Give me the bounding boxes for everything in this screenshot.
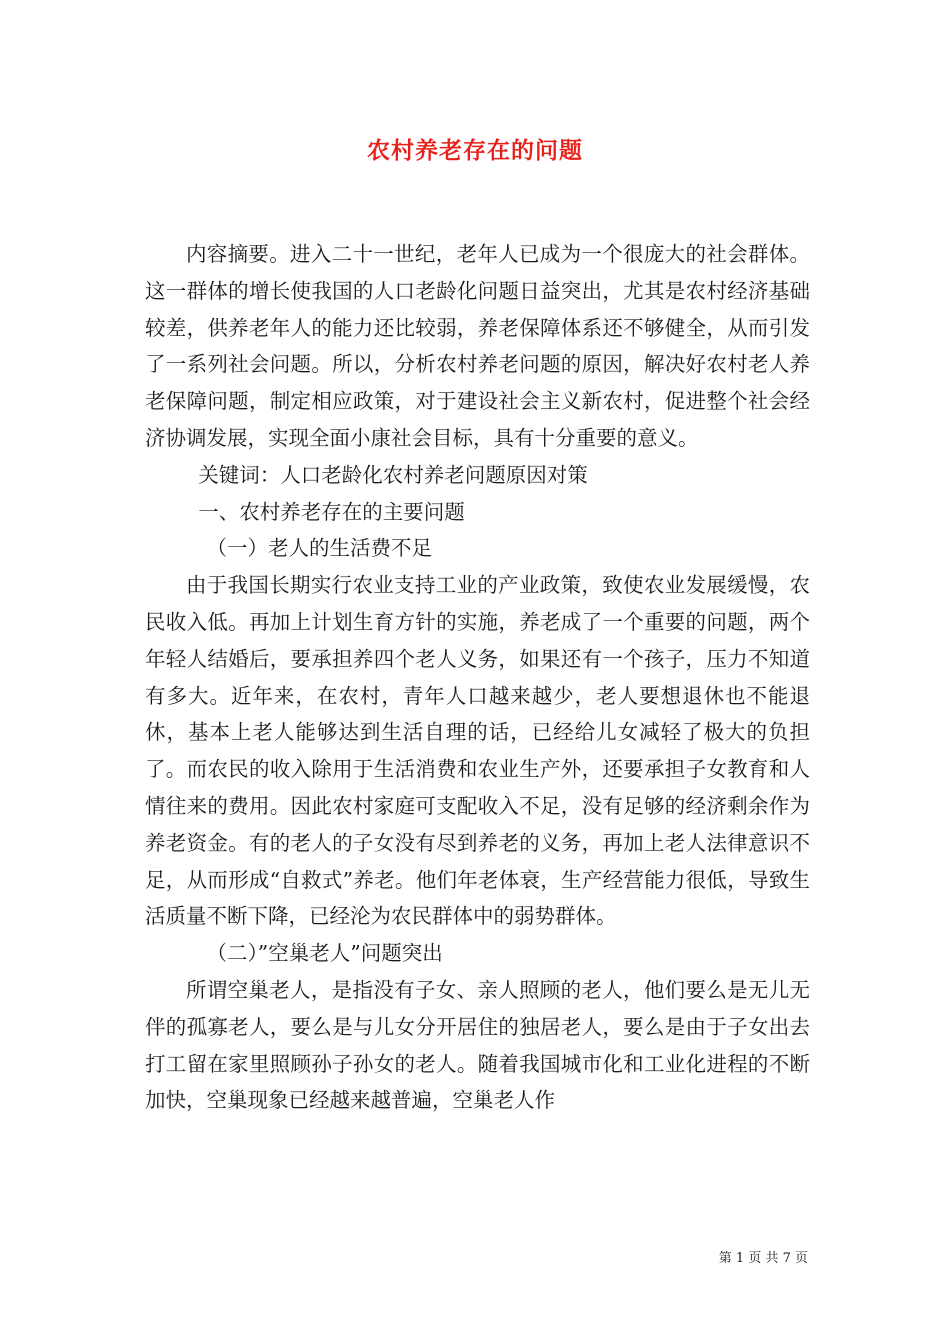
keywords-line: 关键词：人口老龄化农村养老问题原因对策 [198, 462, 588, 487]
subsection-heading-1-1: （一）老人的生活费不足 [206, 536, 432, 561]
document-body [145, 236, 810, 1119]
document-title: 农村养老存在的问题 [367, 137, 583, 164]
body-paragraph-1-2: 所谓空巢老人，是指没有子女、亲人照顾的老人，他们要么是无儿无伴的孤寡老人，要么是与儿女分开居住的独居老人，要么是由于子女出去打工留在家里照顾孙子孙女的老人。随着我国城市化和工业化进程的不断加快，空巢现象已经越来越普遍，空巢老人作 [145, 977, 810, 1113]
section-heading-1: 一、农村养老存在的主要问题 [198, 499, 465, 524]
page-number-footer: 第 1 页 共 7 页 [718, 1251, 808, 1266]
subsection-heading-1-2: （二）”空巢老人”问题突出 [206, 941, 443, 966]
body-paragraph-1-1: 由于我国长期实行农业支持工业的产业政策，致使农业发展缓慢，农民收入低。再加上计划生育方针的实施，养老成了一个重要的问题，两个年轻人结婚后，要承担养四个老人义务，如果还有一个孩子，压力不知道有多大。近年来，在农村，青年人口越来越少，老人要想退休也不能退休，基本上老人能够达到生活自理的话，已经给儿女减轻了极大的负担了。而农民的收入除用于生活消费和农业生产外，还要承担子女教育和人情往来的费用。因此农村家庭可支配收入不足，没有足够的经济剩余作为养老资金。有的老人的子女没有尽到养老的义务，再加上老人法律意识不足，从而形成“自救式”养老。他们年老体衰，生产经营能力很低，导致生活质量不断下降，已经沦为农民群体中的弱势群体。 [145, 573, 810, 929]
abstract-paragraph: 内容摘要。进入二十一世纪，老年人已成为一个很庞大的社会群体。这一群体的增长使我国的人口老龄化问题日益突出，尤其是农村经济基础较差，供养老年人的能力还比较弱，养老保障体系还不够健全，从而引发了一系列社会问题。所以，分析农村养老问题的原因，解决好农村老人养老保障问题，制定相应政策，对于建设社会主义新农村，促进整个社会经济协调发展，实现全面小康社会目标，具有十分重要的意义。 [145, 242, 810, 450]
